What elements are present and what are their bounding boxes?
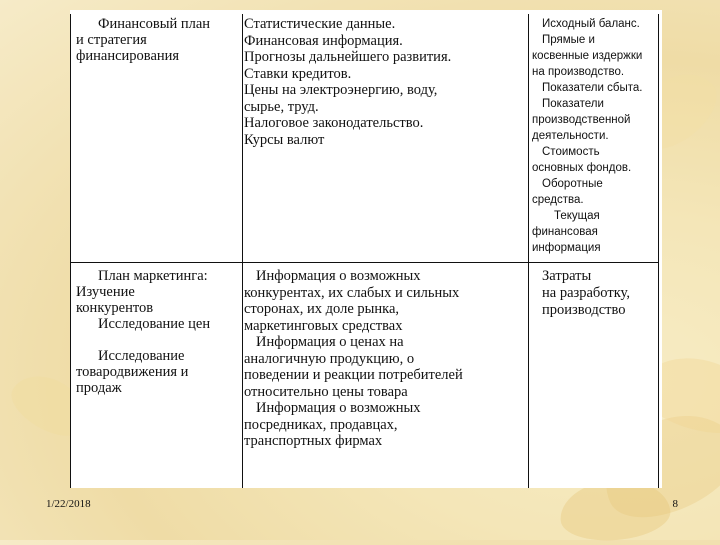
document-sheet: [70, 10, 662, 488]
slide-page-number: 8: [672, 498, 678, 510]
table-cell-line: Показатели сбыта.: [542, 82, 643, 94]
column-divider: [528, 14, 529, 488]
table-cell-line: деятельности.: [532, 130, 609, 142]
table-cell-line: средства.: [532, 194, 584, 206]
table-cell-line: маркетинговых средствах: [244, 317, 403, 334]
table-cell-line: основных фондов.: [532, 162, 632, 174]
table-cell-line: продаж: [76, 380, 122, 396]
table-cell-line: Налоговое законодательство.: [244, 115, 424, 131]
row1-col3: [532, 16, 660, 256]
table-cell-line: Цены на электроэнергию, воду,: [244, 82, 438, 98]
table-cell-line: Информация о возможных: [256, 400, 421, 416]
table-cell-line: сторонах, их доле рынка,: [244, 301, 400, 317]
table-cell-line: Финансовый план: [98, 16, 211, 32]
table-cell-line: План маркетинга:: [98, 268, 208, 284]
table-cell-line: относительно цены товара: [244, 383, 408, 400]
table-cell-line: Исходный баланс.: [542, 18, 640, 30]
table-cell-line: конкурентах, их слабых и сильных: [244, 284, 460, 301]
table-cell-line: косвенные издержки: [532, 50, 643, 62]
data-table: [70, 10, 662, 488]
table-cell-line: Информация о ценах на: [256, 334, 404, 350]
table-cell-line: на производство.: [532, 66, 625, 78]
table-cell-line: Курсы валют: [244, 131, 325, 148]
table-cell-line: Финансовая информация.: [244, 32, 403, 49]
row2-col2: [244, 268, 526, 450]
table-cell-line: Стоимость: [542, 146, 600, 158]
table-cell-line: Затраты: [542, 268, 592, 284]
table-cell-line: Текущая: [554, 210, 600, 222]
table-cell-line: Прямые и: [542, 34, 595, 46]
table-cell-line: финансовая: [532, 226, 598, 238]
table-cell-line: [76, 332, 244, 348]
table-cell-line: поведении и реакции потребителей: [244, 367, 463, 383]
slide-date: 1/22/2018: [46, 498, 91, 510]
table-cell-line: Исследование цен: [98, 316, 211, 332]
table-cell-line: аналогичную продукцию, о: [244, 350, 415, 367]
table-cell-line: сырье, труд.: [244, 98, 319, 115]
table-cell-line: Изучение: [76, 284, 135, 300]
table-cell-line: товародвижения и: [76, 364, 189, 380]
table-cell-line: Статистические данные.: [244, 16, 396, 32]
table-cell-line: Ставки кредитов.: [244, 65, 352, 82]
row2-col1: [76, 268, 244, 396]
table-cell-line: и стратегия: [76, 32, 147, 48]
table-cell-line: конкурентов: [76, 300, 154, 316]
table-cell-line: производственной: [532, 114, 631, 126]
table-cell-line: Оборотные: [542, 178, 603, 190]
table-cell-line: финансирования: [76, 48, 180, 64]
table-cell-line: Информация о возможных: [256, 268, 421, 284]
table-cell-line: информация: [532, 242, 601, 254]
row2-col3: [542, 268, 660, 319]
table-cell-line: Прогнозы дальнейшего развития.: [244, 49, 452, 65]
row1-col2: [244, 16, 526, 148]
table-cell-line: посредниках, продавцах,: [244, 416, 398, 433]
row1-col1: [76, 16, 244, 64]
row-divider: [70, 262, 659, 263]
table-border-left: [70, 14, 71, 488]
table-cell-line: Показатели: [542, 98, 604, 110]
table-cell-line: Исследование: [98, 348, 185, 364]
table-cell-line: транспортных фирмах: [244, 433, 383, 449]
table-cell-line: производство: [542, 302, 626, 318]
column-divider: [242, 14, 243, 488]
table-cell-line: на разработку,: [542, 285, 630, 301]
